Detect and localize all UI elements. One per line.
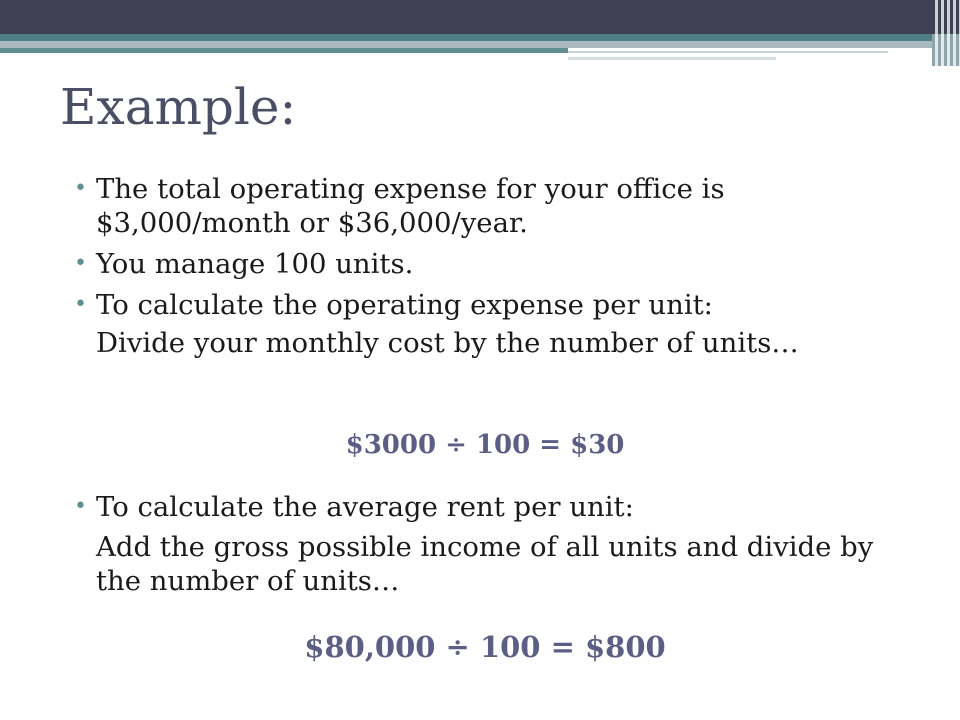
bullet-continuation: Divide your monthly cost by the number of units… bbox=[96, 327, 799, 359]
header-accent-line-short bbox=[568, 57, 776, 60]
bullet-item bbox=[70, 172, 870, 240]
bullet-item bbox=[70, 247, 870, 281]
bullet-item bbox=[70, 288, 870, 322]
bullet-item bbox=[70, 490, 890, 524]
bullet-text: To calculate the average rent per unit: bbox=[96, 491, 634, 523]
header-band-grey bbox=[0, 41, 960, 48]
bullet-text: You manage 100 units. bbox=[96, 248, 414, 280]
bullet-icon: • bbox=[74, 251, 87, 276]
formula-average-rent: $80,000 ÷ 100 = $800 bbox=[304, 630, 666, 664]
header-stripes-fade bbox=[932, 34, 960, 66]
bullet-text: The total operating expense for your office is $3,000/month or $36,000/year. bbox=[96, 173, 725, 239]
bullet-icon: • bbox=[74, 494, 87, 519]
bullet-text: To calculate the operating expense per unit: bbox=[96, 289, 713, 321]
slide-title: Example: bbox=[60, 78, 297, 136]
slide-body-second bbox=[70, 490, 890, 598]
header-accent-line bbox=[568, 51, 888, 53]
bullet-icon: • bbox=[74, 292, 87, 317]
slide-body bbox=[70, 172, 870, 360]
header-band-accent bbox=[0, 48, 568, 53]
bullet-icon: • bbox=[74, 176, 87, 201]
formula-expense-per-unit: $3000 ÷ 100 = $30 bbox=[345, 430, 625, 460]
header-band-dark bbox=[0, 0, 932, 34]
bullet-continuation: Add the gross possible income of all units and divide by the number of units… bbox=[96, 531, 874, 597]
header-band-teal bbox=[0, 34, 960, 41]
